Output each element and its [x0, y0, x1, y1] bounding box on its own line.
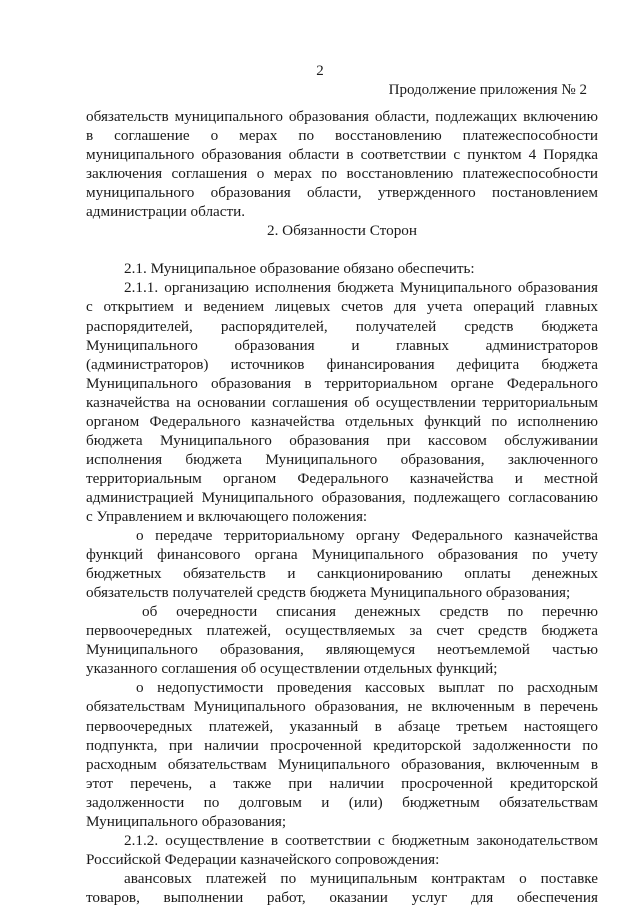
text-line: обязательств муниципального образования области, подлежащих включению [86, 108, 598, 125]
appendix-continuation-note: Продолжение приложения № 2 [388, 82, 587, 98]
text-line: Российской Федерации казначейского сопровождения: [86, 850, 440, 868]
text-line: в соглашение о мерах по восстановлению платежеспособности [86, 127, 598, 145]
text-line: обязательствам Муниципального образования, не включенным в перечень [86, 698, 598, 716]
text-line: указанного соглашения об осуществлении отдельных функций; [86, 660, 498, 678]
document-body [86, 107, 598, 907]
text-line: первоочередных платежей, указанный в абзаце третьем настоящего [86, 717, 598, 735]
text-line: территориальным органом Федерального казначейства и местной [86, 469, 598, 487]
clause-heading: 2.1. Муниципальное образование обязано обеспечить: [124, 260, 475, 278]
text-line: (администраторов) источников финансирования дефицита бюджета [86, 355, 598, 373]
text-line: с Управлением и включающего положения: [86, 507, 368, 525]
text-line: этот перечень, а также при наличии просроченной кредиторской [86, 774, 598, 792]
text-line: Муниципального образования в территориальном органе Федерального [86, 374, 598, 392]
text-line: подпункта, при наличии просроченной кредиторской задолженности по [86, 736, 598, 754]
text-line: о передаче территориальному органу Федерального казначейства [136, 527, 598, 545]
text-line: распорядителей, распорядителей, получателей средств бюджета [86, 317, 598, 335]
text-line: об очередности списания денежных средств по перечню [142, 603, 598, 621]
text-line: Муниципального образования и главных администраторов [86, 336, 598, 354]
text-line: исполнения бюджета Муниципального образования, заключенного [86, 450, 598, 468]
section-heading: 2. Обязанности Сторон [266, 222, 418, 240]
blank-line [86, 240, 598, 259]
text-line: 2.1.2. осуществление в соответствии с бюджетным законодательством [124, 831, 598, 849]
text-line: функций финансового органа Муниципального образования по учету [86, 546, 598, 564]
text-line: бюджетных обязательств и санкционированию оплаты денежных [86, 565, 598, 583]
text-line: 2.1.1. организацию исполнения бюджета Муниципального образования [124, 279, 598, 297]
text-line: товаров, выполнении работ, оказании услуг для обеспечения [86, 888, 598, 906]
page-number: 2 [316, 63, 324, 79]
text-line: заключения соглашения о мерах по восстановлению платежеспособности [86, 165, 598, 183]
text-line: первоочередных платежей, осуществляемых за счет средств бюджета [86, 622, 598, 640]
text-line: с открытием и ведением лицевых счетов для учета операций главных [86, 298, 598, 316]
text-line: казначейства на основании соглашения об осуществлении территориальным [86, 393, 598, 411]
text-line: о недопустимости проведения кассовых выплат по расходным [136, 679, 598, 697]
text-line: муниципального образования области в соответствии с пунктом 4 Порядка [86, 146, 598, 164]
text-line: Муниципального образования; [86, 812, 287, 830]
text-line: органом Федерального казначейства отдельных функций по исполнению [86, 412, 598, 430]
text-line: расходным обязательствам Муниципального образования, включенным в [86, 755, 598, 773]
text-line: авансовых платежей по муниципальным контрактам о поставке [124, 869, 598, 887]
text-line: администрации области. [86, 203, 246, 221]
text-line: муниципального образования области, утвержденного постановлением [86, 184, 598, 202]
text-line: администрацией Муниципального образования, подлежащего согласованию [86, 488, 598, 506]
text-line: обязательств получателей средств бюджета Муниципального образования; [86, 584, 571, 602]
text-line: Муниципального образования, являющемуся неотъемлемой частью [86, 641, 598, 659]
text-line: задолженности по долговым и (или) бюджетным обязательствам [86, 793, 598, 811]
text-line: бюджета Муниципального образования при кассовом обслуживании [86, 431, 598, 449]
